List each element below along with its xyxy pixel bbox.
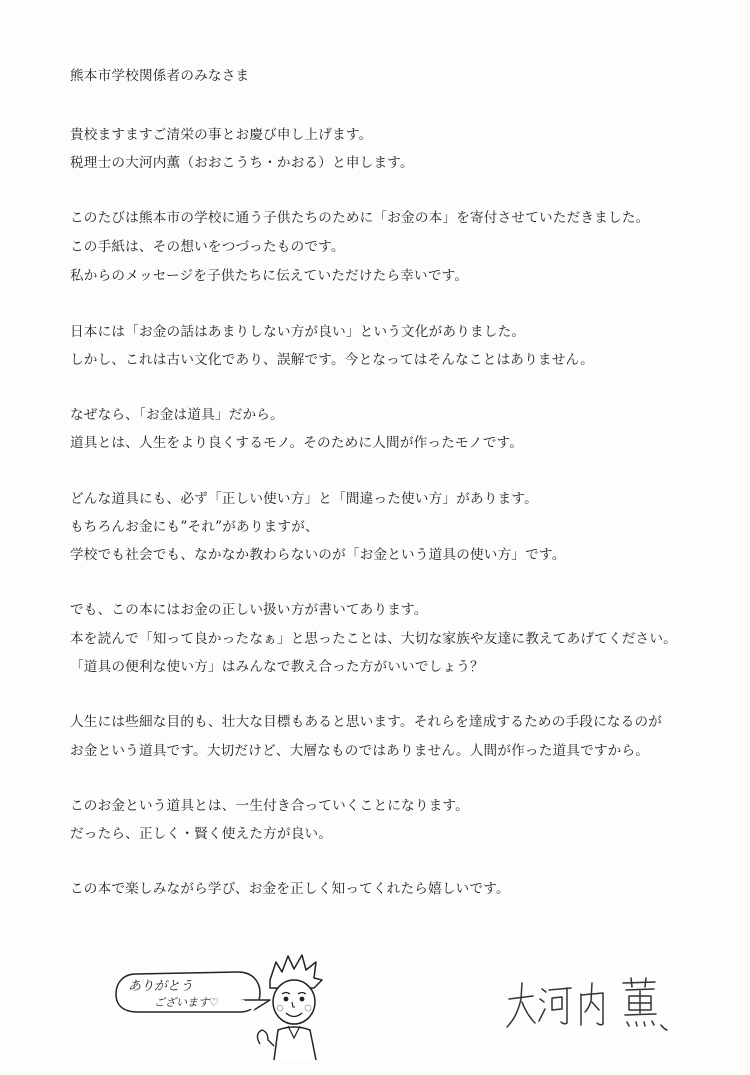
character-body	[274, 1027, 316, 1060]
letter-line: どんな道具にも、必ず「正しい使い方」と「間違った使い方」があります。	[70, 491, 538, 507]
letter-line: もちろんお金にも”それ”がありますが、	[70, 519, 319, 535]
letter-line: 日本には「お金の話はあまりしない方が良い」という文化がありました。	[70, 324, 526, 340]
letter-line: 人生には些細な目的も、壮大な目標もあると思います。それらを達成するための手段になるのが	[70, 714, 663, 730]
letter-line: お金という道具です。大切だけど、大層なものではありません。人間が作った道具ですから。	[70, 743, 650, 759]
letter-line: 「道具の便利な使い方」はみんなで教え合った方がいいでしょう？	[70, 659, 484, 675]
letter-line: このお金という道具とは、一生付き合っていくことになります。	[70, 798, 469, 814]
letter-line: 貴校ますますご清栄の事とお慶び申し上げます。	[70, 127, 373, 143]
character-illustration	[110, 950, 340, 1065]
letter-line: でも、この本にはお金の正しい扱い方が書いてあります。	[70, 602, 428, 618]
letter-line: 道具とは、人生をより良くするモノ。そのために人間が作ったモノです。	[70, 435, 524, 451]
letter-line: このたびは熊本市の学校に通う子供たちのために「お金の本」を寄付させていただきました。	[70, 210, 650, 226]
letter-line: この本で楽しみながら学び、お金を正しく知ってくれたら嬉しいです。	[70, 881, 510, 897]
letter-line: 税理士の大河内薫（おおこうち・かおる）と申します。	[70, 155, 414, 171]
handwritten-signature	[505, 975, 670, 1035]
letter-line: 学校でも社会でも、なかなか教わらないのが「お金という道具の使い方」です。	[70, 547, 566, 563]
letter-line: しかし、これは古い文化であり、誤解です。今となってはそんなことはありません。	[70, 352, 594, 368]
letter-line: 私からのメッセージを子供たちに伝えていただけたら幸いです。	[70, 268, 469, 284]
letter-line: なぜなら、「お金は道具」だから。	[70, 407, 284, 423]
letter-line: この手紙は、その想いをつづったものです。	[70, 239, 345, 255]
speech-bubble-text: ありがとう	[128, 979, 194, 994]
speech-bubble-text: ございます♡	[154, 996, 219, 1009]
letter-line: 本を読んで「知って良かったなぁ」と思ったことは、大切な家族や友達に教えてあげてください。	[70, 631, 677, 647]
character-face	[273, 980, 315, 1024]
letter-salutation: 熊本市学校関係者のみなさま	[70, 68, 250, 84]
letter-line: だったら、正しく・賢く使えた方が良い。	[70, 826, 333, 842]
